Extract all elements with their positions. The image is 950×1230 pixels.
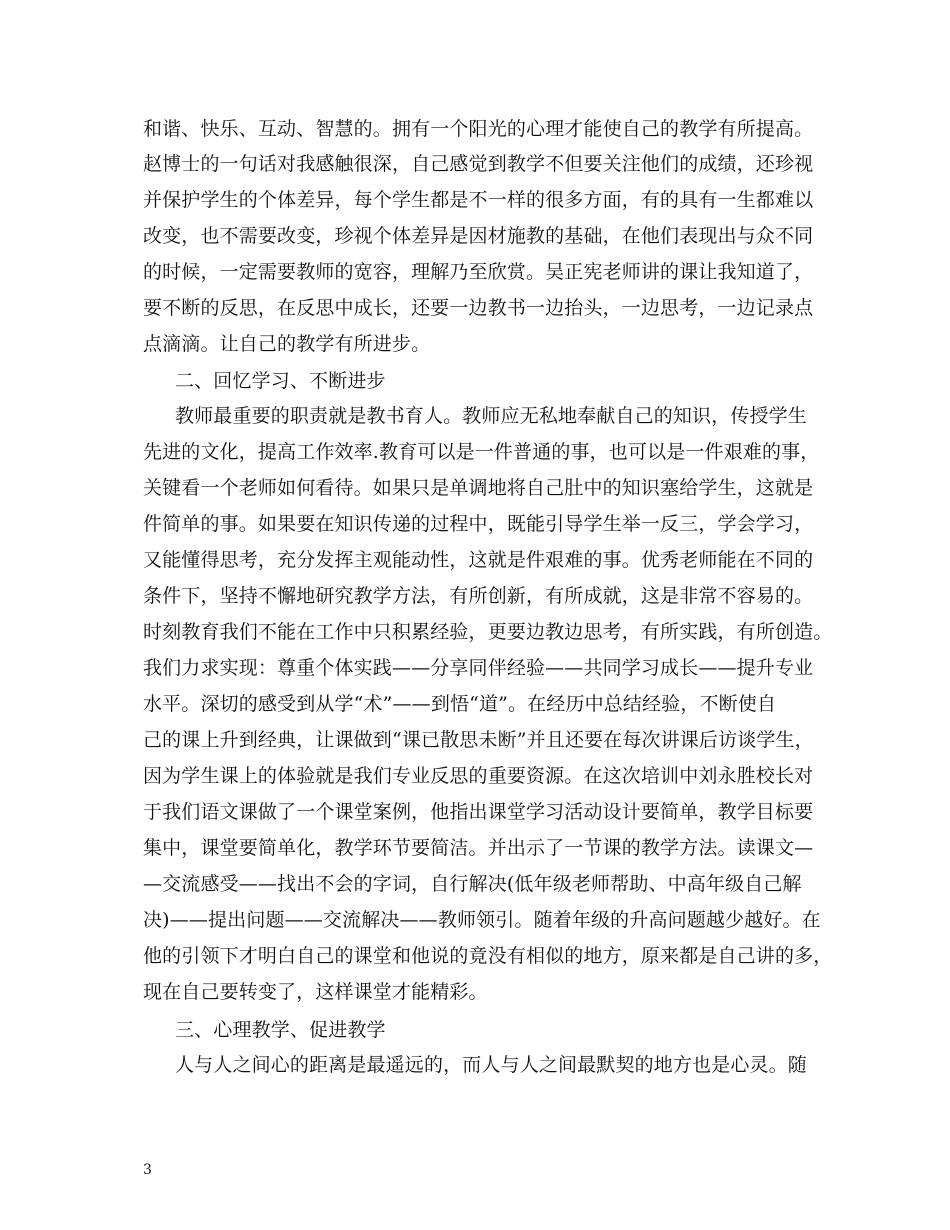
body-text-line: 的时候，一定需要教师的宽容，理解乃至欣赏。吴正宪老师讲的课让我知道了， [143, 261, 814, 283]
body-text-line: 点滴滴。让自己的教学有所进步。 [143, 333, 431, 355]
body-text-line: 赵博士的一句话对我感触很深，自己感觉到教学不但要关注他们的成绩，还珍视 [143, 153, 814, 175]
section-heading: 三、心理教学、促进教学 [175, 1019, 386, 1041]
body-text-line: 己的课上升到经典，让课做到“课已散思未断”并且还要在每次讲课后访谈学生， [143, 729, 814, 751]
body-text-line: 要不断的反思，在反思中成长，还要一边教书一边抬头，一边思考，一边记录点 [143, 297, 814, 319]
body-text-line: 决)——提出问题——交流解决——教师领引。随着年级的升高问题越少越好。在 [143, 909, 821, 931]
body-text-line: 又能懂得思考，充分发挥主观能动性，这就是件艰难的事。优秀老师能在不同的 [143, 549, 814, 571]
section-heading: 二、回忆学习、不断进步 [175, 370, 386, 392]
body-text-line: 集中，课堂要简单化，教学环节要简洁。并出示了一节课的教学方法。读课文— [143, 837, 814, 859]
body-text-line: 关键看一个老师如何看待。如果只是单调地将自己肚中的知识塞给学生，这就是 [143, 477, 814, 499]
body-text-line: 现在自己要转变了，这样课堂才能精彩。 [143, 981, 488, 1003]
paragraph-first-line: 教师最重要的职责就是教书育人。教师应无私地奉献自己的知识，传授学生 [175, 405, 807, 427]
body-text-line: 并保护学生的个体差异，每个学生都是不一样的很多方面，有的具有一生都难以 [143, 189, 814, 211]
body-text-line: —交流感受——找出不会的字词，自行解决(低年级老师帮助、中高年级自己解 [143, 873, 802, 895]
body-text-line: 先进的文化，提高工作效率.教育可以是一件普通的事，也可以是一件艰难的事， [143, 441, 820, 463]
body-text-line: 时刻教育我们不能在工作中只积累经验，更要边教边思考，有所实践，有所创造。 [143, 621, 833, 643]
body-text-line: 于我们语文课做了一个课堂案例，他指出课堂学习活动设计要简单，教学目标要 [143, 801, 814, 823]
body-text-line: 改变，也不需要改变，珍视个体差异是因材施教的基础，在他们表现出与众不同 [143, 225, 814, 247]
body-text-line: 因为学生课上的体验就是我们专业反思的重要资源。在这次培训中刘永胜校长对 [143, 765, 814, 787]
page-number: 3 [143, 1162, 152, 1178]
paragraph-first-line: 人与人之间心的距离是最遥远的，而人与人之间最默契的地方也是心灵。随 [175, 1054, 807, 1076]
body-text-line: 水平。深切的感受到从学“术”——到悟“道”。在经历中总结经验，不断使自 [143, 693, 777, 715]
body-text-line: 和谐、快乐、互动、智慧的。拥有一个阳光的心理才能使自己的教学有所提高。 [143, 118, 814, 140]
body-text-line: 他的引领下才明白自己的课堂和他说的竟没有相似的地方，原来都是自己讲的多， [143, 945, 833, 967]
body-text-line: 件简单的事。如果要在知识传递的过程中，既能引导学生举一反三，学会学习， [143, 513, 814, 535]
body-text-line: 条件下，坚持不懈地研究教学方法，有所创新，有所成就，这是非常不容易的。 [143, 585, 814, 607]
body-text-line: 我们力求实现：尊重个体实践——分享同伴经验——共同学习成长——提升专业 [143, 657, 814, 679]
